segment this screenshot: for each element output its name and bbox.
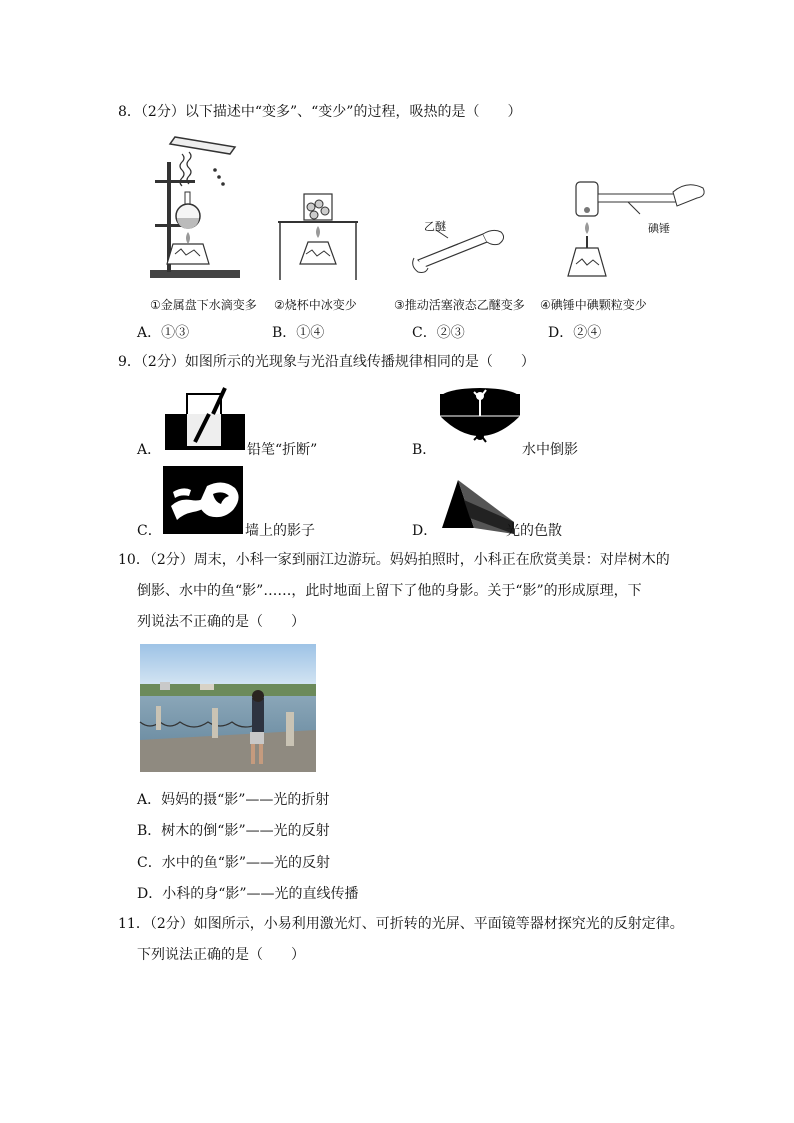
q9-prism-dispersion-image bbox=[440, 474, 514, 536]
q9-option-a-letter[interactable]: A． bbox=[137, 442, 162, 458]
q8-label-ether: 乙醚 bbox=[424, 220, 446, 233]
q8-option-c[interactable]: C．②③ bbox=[412, 325, 465, 341]
q9-reflection-image bbox=[440, 388, 520, 450]
q9-option-c-letter[interactable]: C． bbox=[137, 523, 162, 539]
q10-option-b[interactable]: B．树木的倒“影”——光的反射 bbox=[137, 823, 330, 839]
q11-stem-line-1: 11．（2分）如图所示，小易利用激光灯、可折转的光屏、平面镜等器材探究光的反射定律。 bbox=[118, 916, 684, 932]
q8-option-b[interactable]: B．①④ bbox=[272, 325, 325, 341]
q9-option-b-letter[interactable]: B． bbox=[412, 442, 437, 458]
q10-option-d[interactable]: D．小科的身“影”——光的直线传播 bbox=[137, 886, 359, 902]
q10-lakeside-photo bbox=[140, 644, 316, 772]
q10-stem-line-1: 10．（2分）周末，小科一家到丽江边游玩。妈妈拍照时，小科正在欣赏美景：对岸树木的 bbox=[118, 552, 670, 568]
q8-option-a[interactable]: A．①③ bbox=[137, 325, 190, 341]
q9-stem: 9．（2分）如图所示的光现象与光沿直线传播规律相同的是（ ） bbox=[118, 354, 535, 370]
q8-figure-4-sublimation bbox=[568, 178, 708, 288]
q9-option-d-letter[interactable]: D． bbox=[412, 523, 438, 539]
q8-figure-2-melting bbox=[278, 192, 358, 282]
q8-stem: 8．（2分）以下描述中“变多”、“变少”的过程，吸热的是（ ） bbox=[118, 104, 522, 120]
q11-stem-line-2: 下列说法正确的是（ ） bbox=[137, 947, 305, 963]
q8-figure-1-condensation bbox=[145, 132, 245, 282]
q8-option-d[interactable]: D．②④ bbox=[548, 325, 602, 341]
q9-option-a-text: 铅笔“折断” bbox=[247, 442, 318, 458]
q8-caption-3: ③推动活塞液态乙醚变多 bbox=[394, 298, 525, 312]
q10-option-a[interactable]: A．妈妈的摄“影”——光的折射 bbox=[137, 792, 330, 808]
q9-hand-shadow-image bbox=[163, 466, 243, 534]
q9-option-b-text: 水中倒影 bbox=[522, 442, 578, 458]
q8-caption-1: ①金属盘下水滴变多 bbox=[150, 298, 257, 312]
q8-caption-2: ②烧杯中冰变少 bbox=[274, 298, 357, 312]
q8-caption-4: ④碘锤中碘颗粒变少 bbox=[540, 298, 647, 312]
q9-option-d-text: 光的色散 bbox=[506, 523, 562, 539]
q9-option-c-text: 墙上的影子 bbox=[245, 523, 315, 539]
q8-label-iodine: 碘锤 bbox=[648, 222, 670, 235]
q9-pencil-in-water-image bbox=[165, 388, 245, 450]
q8-figure-3-compression bbox=[408, 220, 508, 280]
q10-option-c[interactable]: C．水中的鱼“影”——光的反射 bbox=[137, 855, 331, 871]
q10-stem-line-3: 列说法不正确的是（ ） bbox=[137, 614, 305, 630]
q10-stem-line-2: 倒影、水中的鱼“影”……，此时地面上留下了他的身影。关于“影”的形成原理，下 bbox=[137, 583, 642, 599]
